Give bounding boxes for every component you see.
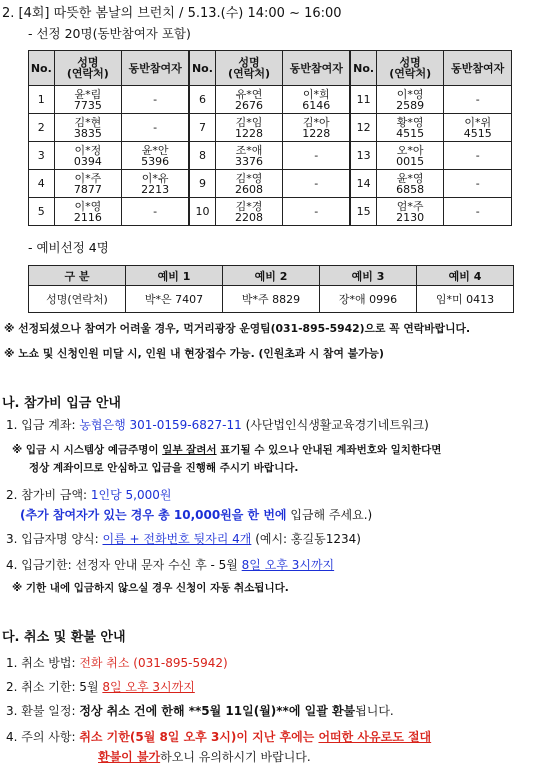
cancel-method-value: 전화 취소 (031-895-5942) xyxy=(79,656,228,670)
header-companion: 동반참여자 xyxy=(444,51,512,86)
companion-name: - xyxy=(314,177,319,190)
payment-depositor xyxy=(6,530,361,547)
table-row xyxy=(29,114,512,142)
participant-name: 이*영 xyxy=(74,199,102,213)
participant-name: 이*정 xyxy=(74,143,102,157)
participant-phone: 3835 xyxy=(73,126,102,140)
cancel-deadline xyxy=(6,678,195,695)
participant-phone: 3376 xyxy=(235,154,264,168)
header-name: 성명 (연락처) xyxy=(54,51,122,86)
cell-companion xyxy=(122,198,190,226)
cell-no: 3 xyxy=(29,142,55,170)
header-name: 성명 (연락처) xyxy=(215,51,283,86)
cell-no: 5 xyxy=(29,198,55,226)
cell-no: 4 xyxy=(29,170,55,198)
caution-line2 xyxy=(98,748,311,765)
participant-phone: 0394 xyxy=(73,154,102,168)
cell-companion xyxy=(283,198,351,226)
companion-name: 이*유 xyxy=(141,171,169,185)
companion-name: 이*희 xyxy=(302,87,330,101)
cell-name xyxy=(54,142,122,170)
cell-no: 11 xyxy=(350,86,376,114)
cell-name xyxy=(215,86,283,114)
cell-name xyxy=(54,198,122,226)
cell-name xyxy=(215,198,283,226)
participant-name: 이*영 xyxy=(396,87,424,101)
cancel-title: 다. 취소 및 환불 안내 xyxy=(2,630,126,645)
companion-name: - xyxy=(475,177,480,190)
cancel-method-label: 1. 취소 방법: xyxy=(6,656,80,670)
cell-name xyxy=(54,114,122,142)
participant-name: 김*영 xyxy=(235,171,263,185)
participant-phone: 6858 xyxy=(396,182,425,196)
fee-extra-a: (추가 참여자가 있는 경우 총 10,000원을 한 번에 xyxy=(20,508,287,522)
account-owner: (사단법인식생활교육경기네트워크) xyxy=(241,418,429,432)
cell-no: 12 xyxy=(350,114,376,142)
participant-name: 윤*영 xyxy=(396,171,424,185)
cell-name xyxy=(215,142,283,170)
account-note-c: 표기될 수 있으나 안내된 계좌번호와 일치한다면 xyxy=(216,444,442,456)
cell-name xyxy=(376,114,444,142)
cell-companion xyxy=(283,86,351,114)
header-name: 성명 (연락처) xyxy=(376,51,444,86)
header-companion: 동반참여자 xyxy=(283,51,351,86)
companion-name: 김*아 xyxy=(302,115,330,129)
participant-phone: 1228 xyxy=(235,126,264,140)
cell-companion xyxy=(444,86,512,114)
account-number: 농협은행 301-0159-6827-11 xyxy=(79,418,242,432)
cell-name xyxy=(376,170,444,198)
companion-phone: 2213 xyxy=(141,182,170,196)
reserve-header: 예비 3 xyxy=(320,266,417,286)
participant-phone: 2208 xyxy=(235,210,264,224)
cell-companion xyxy=(444,198,512,226)
caution-suffix: 하오니 유의하시기 바랍니다. xyxy=(160,750,311,764)
participant-phone: 2676 xyxy=(235,98,264,112)
depositor-format: 이름 + 전화번호 뒷자리 4개 xyxy=(102,532,252,546)
payment-deadline xyxy=(6,556,334,573)
participant-phone: 4515 xyxy=(396,126,425,140)
depositor-label: 3. 입금자명 양식: xyxy=(6,532,103,546)
cell-name xyxy=(54,170,122,198)
participant-name: 엄*주 xyxy=(396,199,424,213)
participant-name: 김*경 xyxy=(235,199,263,213)
companion-name: - xyxy=(153,205,158,218)
participant-phone: 7877 xyxy=(73,182,102,196)
cell-name xyxy=(376,198,444,226)
participant-phone: 7735 xyxy=(73,98,102,112)
account-note-b: 일부 잘려서 xyxy=(162,444,217,456)
participant-phone: 2116 xyxy=(73,210,102,224)
caution-red-3: 환불이 불가 xyxy=(98,750,161,764)
cancel-method xyxy=(6,654,228,671)
companion-phone: 5396 xyxy=(141,154,170,168)
account-label: 1. 입금 계좌: xyxy=(6,418,80,432)
payment-fee-extra xyxy=(20,506,372,523)
cell-name xyxy=(376,86,444,114)
cell-companion xyxy=(444,114,512,142)
selected-table xyxy=(28,50,512,226)
reserve-cell: 박*은 7407 xyxy=(126,286,223,313)
participant-phone: 2589 xyxy=(396,98,425,112)
participant-name: 조*애 xyxy=(235,143,263,157)
companion-name: - xyxy=(314,149,319,162)
participant-name: 유*연 xyxy=(235,87,263,101)
cell-name xyxy=(215,114,283,142)
reserve-table xyxy=(28,265,514,313)
deadline-note: ※ 기한 내에 입금하지 않으실 경우 신청이 자동 취소됩니다. xyxy=(12,582,289,594)
refund-schedule xyxy=(6,702,394,719)
participant-name: 황*영 xyxy=(396,115,424,129)
companion-name: - xyxy=(475,149,480,162)
cell-companion xyxy=(283,142,351,170)
participant-phone: 0015 xyxy=(396,154,425,168)
header-no: No. xyxy=(350,51,376,86)
header-no: No. xyxy=(29,51,55,86)
cell-no: 2 xyxy=(29,114,55,142)
reserve-cell: 성명(연락처) xyxy=(29,286,126,313)
participant-name: 윤*림 xyxy=(74,87,102,101)
cancel-deadline-label: 2. 취소 기한: 5월 xyxy=(6,680,103,694)
deadline-label: 4. 입금기한: 선정자 안내 문자 수신 후 - 5월 xyxy=(6,558,242,572)
participant-name: 김*현 xyxy=(74,115,102,129)
account-note-2: 정상 계좌이므로 안심하고 입금을 진행해 주시기 바랍니다. xyxy=(29,462,299,474)
companion-name: - xyxy=(475,205,480,218)
cell-name xyxy=(215,170,283,198)
table-header-row xyxy=(29,51,512,86)
companion-name: - xyxy=(475,93,480,106)
note-noshow: ※ 노쇼 및 신청인원 미달 시, 인원 내 현장접수 가능. (인원초과 시 참여 불가능) xyxy=(4,347,384,360)
cell-name xyxy=(376,142,444,170)
cell-companion xyxy=(283,114,351,142)
cell-no: 15 xyxy=(350,198,376,226)
fee-extra-b: 입금해 주세요.) xyxy=(286,508,373,522)
table-row xyxy=(29,198,512,226)
payment-title: 나. 참가비 입금 안내 xyxy=(2,396,121,411)
caution-red-2: 어떠한 사유로도 절대 xyxy=(318,730,432,744)
companion-name: - xyxy=(314,205,319,218)
reserve-row xyxy=(29,286,514,313)
participant-name: 이*주 xyxy=(74,171,102,185)
payment-account xyxy=(6,416,429,433)
reserve-count: - 예비선정 4명 xyxy=(28,240,109,255)
companion-name: 윤*안 xyxy=(141,143,169,157)
reserve-cell: 임*미 0413 xyxy=(417,286,514,313)
caution xyxy=(6,728,431,745)
cell-companion xyxy=(444,142,512,170)
table-row xyxy=(29,142,512,170)
cell-companion xyxy=(122,142,190,170)
participant-name: 오*아 xyxy=(396,143,424,157)
reserve-header: 구 분 xyxy=(29,266,126,286)
refund-label: 3. 환불 일정: xyxy=(6,704,80,718)
cell-name xyxy=(54,86,122,114)
header-no: No. xyxy=(189,51,215,86)
participant-name: 김*임 xyxy=(235,115,263,129)
participant-phone: 2130 xyxy=(396,210,425,224)
cell-no: 6 xyxy=(189,86,215,114)
cell-companion xyxy=(444,170,512,198)
cell-no: 8 xyxy=(189,142,215,170)
header-companion: 동반참여자 xyxy=(122,51,190,86)
cell-no: 10 xyxy=(189,198,215,226)
companion-name: 이*위 xyxy=(464,115,492,129)
refund-value: 정상 취소 건에 한해 **5월 11일(월)**에 일괄 환불 xyxy=(79,704,356,718)
reserve-cell: 박*주 8829 xyxy=(223,286,320,313)
table-row xyxy=(29,170,512,198)
companion-phone: 6146 xyxy=(302,98,331,112)
account-note xyxy=(12,442,441,457)
participant-phone: 2608 xyxy=(235,182,264,196)
selected-count: - 선정 20명(동반참여자 포함) xyxy=(28,26,191,41)
cell-companion xyxy=(283,170,351,198)
deadline-value: 8일 오후 3시까지 xyxy=(241,558,335,572)
account-note-a: ※ 입금 시 시스템상 예금주명이 xyxy=(12,444,163,456)
cancel-deadline-value: 8일 오후 3시까지 xyxy=(102,680,195,694)
caution-red: 취소 기한(5월 8일 오후 3시)이 지난 후에는 xyxy=(79,730,319,744)
fee-value: 1인당 5,000원 xyxy=(90,488,172,502)
cell-no: 9 xyxy=(189,170,215,198)
reserve-header: 예비 4 xyxy=(417,266,514,286)
cell-companion xyxy=(122,170,190,198)
reserve-header: 예비 2 xyxy=(223,266,320,286)
cell-no: 1 xyxy=(29,86,55,114)
reserve-cell: 장*애 0996 xyxy=(320,286,417,313)
reserve-header: 예비 1 xyxy=(126,266,223,286)
companion-phone: 4515 xyxy=(463,126,492,140)
companion-name: - xyxy=(153,93,158,106)
depositor-example: (예시: 홍길동1234) xyxy=(251,532,361,546)
cell-no: 7 xyxy=(189,114,215,142)
reserve-header-row xyxy=(29,266,514,286)
caution-label: 4. 주의 사항: xyxy=(6,730,80,744)
section-title: 2. [4회] 따뜻한 봄날의 브런치 / 5.13.(수) 14:00 ~ 16:00 xyxy=(2,6,342,21)
companion-phone: 1228 xyxy=(302,126,331,140)
payment-fee xyxy=(6,486,172,503)
fee-label: 2. 참가비 금액: xyxy=(6,488,91,502)
cell-companion xyxy=(122,114,190,142)
note-contact: ※ 선정되셨으나 참여가 어려울 경우, 먹거리광장 운영팀(031-895-5942)으로 꼭 연락바랍니다. xyxy=(4,322,471,335)
table-row xyxy=(29,86,512,114)
cell-companion xyxy=(122,86,190,114)
refund-suffix: 됩니다. xyxy=(355,704,394,718)
companion-name: - xyxy=(153,121,158,134)
cell-no: 14 xyxy=(350,170,376,198)
cell-no: 13 xyxy=(350,142,376,170)
